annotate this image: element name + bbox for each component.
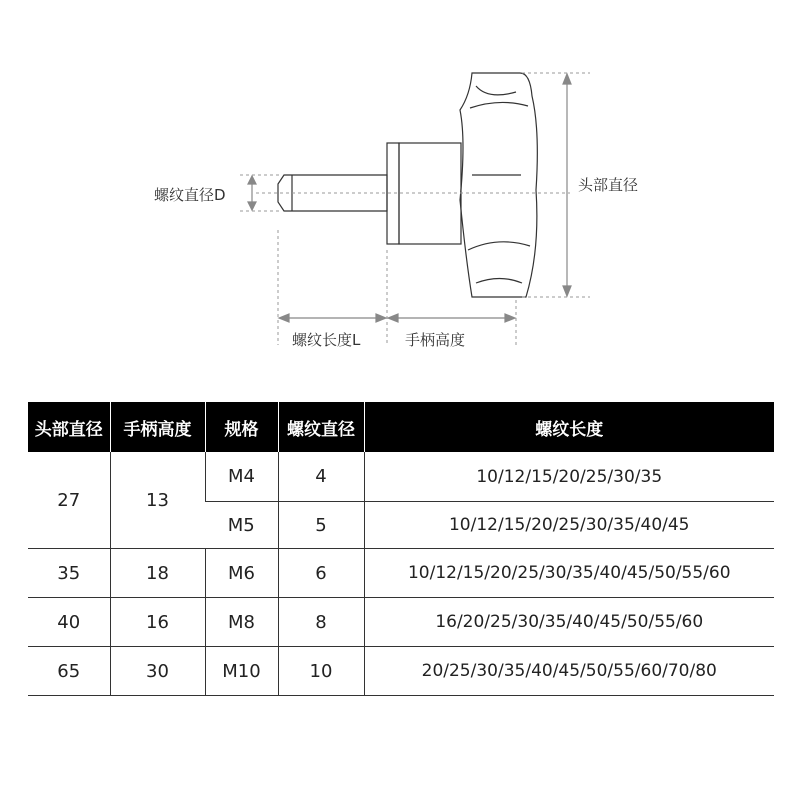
head-diameter-cell: 40 — [28, 598, 110, 647]
handle-height-cell: 18 — [110, 549, 205, 598]
thread-length-cell: 10/12/15/20/25/30/35/40/45 — [364, 502, 774, 549]
spec-cell: M10 — [205, 647, 278, 696]
thread-length-cell: 20/25/30/35/40/45/50/55/60/70/80 — [364, 647, 774, 696]
head-contour-2 — [470, 102, 528, 108]
thread-diameter-cell: 4 — [278, 452, 364, 502]
thread-diameter-cell: 10 — [278, 647, 364, 696]
table-header-row — [28, 402, 774, 452]
head-contour-1 — [476, 86, 516, 95]
arrow-up — [563, 74, 571, 84]
thread-diameter-label: 螺纹直径D — [154, 186, 226, 204]
thread-length-cell: 10/12/15/20/25/30/35/40/45/50/55/60 — [364, 549, 774, 598]
head-contour-3 — [476, 279, 522, 284]
header-head-diameter: 头部直径 — [28, 402, 110, 452]
handle-height-cell: 30 — [110, 647, 205, 696]
spec-cell: M6 — [205, 549, 278, 598]
table-row — [28, 452, 774, 502]
thread-diameter-cell: 5 — [278, 502, 364, 549]
spec-cell: M8 — [205, 598, 278, 647]
head-diameter-cell: 27 — [28, 452, 110, 549]
thread-length-cell: 16/20/25/30/35/40/45/50/55/60 — [364, 598, 774, 647]
head-diameter-label: 头部直径 — [578, 176, 639, 194]
thread-length-cell: 10/12/15/20/25/30/35 — [364, 452, 774, 502]
handle-height-cell: 16 — [110, 598, 205, 647]
header-handle-height: 手柄高度 — [110, 402, 205, 452]
handle-height-cell: 13 — [110, 452, 205, 549]
spec-cell: M4 — [205, 452, 278, 502]
handle-height-label: 手柄高度 — [405, 331, 466, 349]
header-thread-length: 螺纹长度 — [364, 402, 774, 452]
thread-diameter-cell: 8 — [278, 598, 364, 647]
header-spec: 规格 — [205, 402, 278, 452]
head-contour-4 — [468, 242, 530, 250]
bolt-diagram — [0, 0, 800, 380]
table-row — [28, 549, 774, 598]
table-row — [28, 598, 774, 647]
head-diameter-cell: 65 — [28, 647, 110, 696]
head-outline — [460, 73, 537, 297]
spec-cell: M5 — [205, 502, 278, 549]
arrow-down — [563, 286, 571, 296]
header-thread-diameter: 螺纹直径 — [278, 402, 364, 452]
spec-table — [28, 402, 774, 696]
thread-length-label: 螺纹长度L — [292, 331, 361, 349]
table-row — [28, 647, 774, 696]
head-diameter-cell: 35 — [28, 549, 110, 598]
thread-diameter-cell: 6 — [278, 549, 364, 598]
